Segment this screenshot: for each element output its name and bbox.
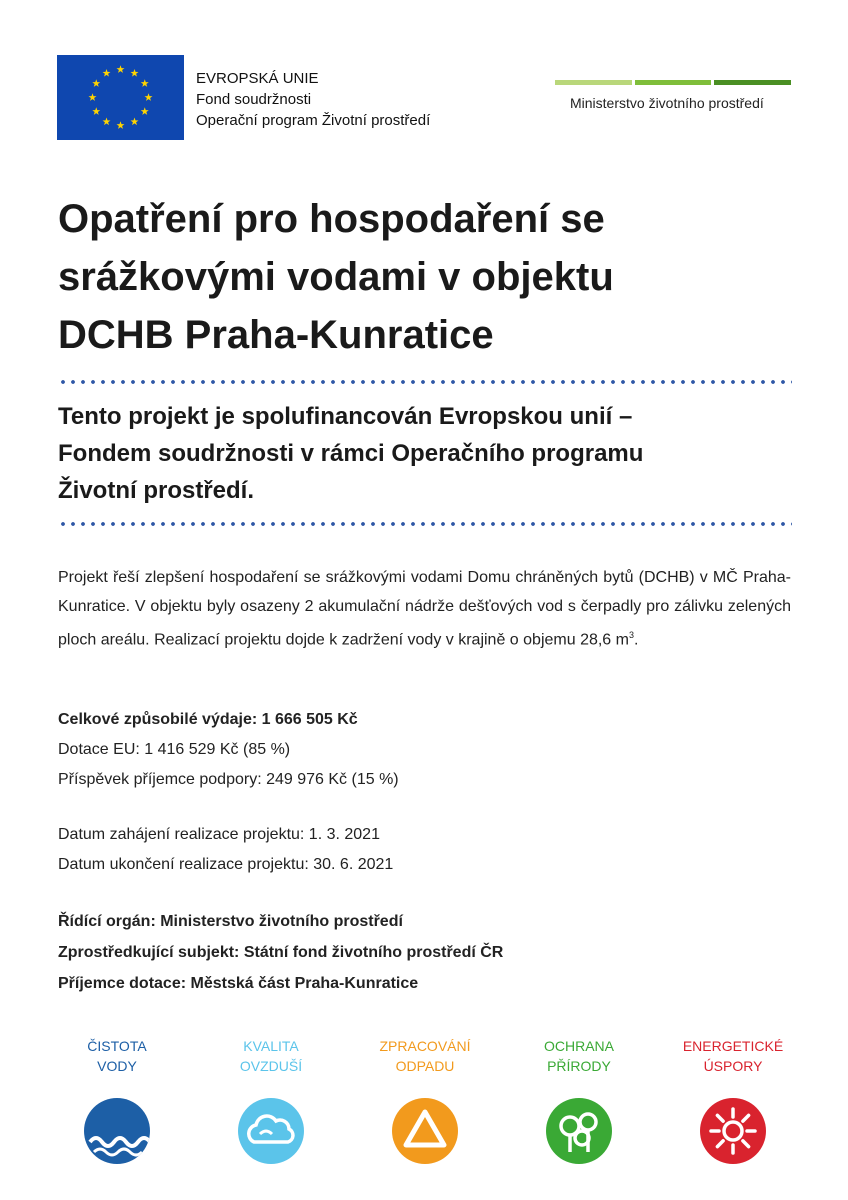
eu-star bbox=[131, 118, 139, 126]
project-description bbox=[58, 563, 791, 654]
cofinancing-statement bbox=[58, 398, 798, 509]
sun-ray bbox=[717, 1141, 723, 1147]
eu-star bbox=[145, 93, 153, 101]
theme-label-line: OVZDUŠÍ bbox=[239, 1058, 303, 1074]
eu-star bbox=[117, 121, 125, 129]
theme-air bbox=[206, 1036, 336, 1164]
eu-subsidy: Dotace EU: 1 416 529 Kč (85 %) bbox=[58, 741, 291, 758]
eu-star bbox=[92, 107, 100, 115]
theme-label-line: VODY bbox=[97, 1058, 137, 1074]
eu-line-3: Operační program Životní prostředí bbox=[196, 112, 431, 129]
end-date: Datum ukončení realizace projektu: 30. 6. 2021 bbox=[58, 856, 394, 873]
theme-label bbox=[360, 1036, 490, 1078]
sun-ray bbox=[743, 1115, 749, 1121]
recycle-icon bbox=[392, 1098, 458, 1164]
subtitle-line: Fondem soudržnosti v rámci Operačního programu bbox=[58, 440, 644, 467]
theme-label-line: PŘÍRODY bbox=[547, 1058, 611, 1074]
ministry-bar bbox=[714, 80, 791, 85]
eu-star bbox=[103, 118, 111, 126]
theme-label-line: ÚSPORY bbox=[703, 1058, 763, 1074]
eu-star bbox=[131, 69, 139, 77]
managing-authority: Řídící orgán: Ministerstvo životního prostředí bbox=[58, 913, 403, 930]
eu-line-2: Fond soudržnosti bbox=[196, 91, 312, 108]
theme-label bbox=[668, 1036, 798, 1078]
dotted-divider bbox=[58, 522, 792, 526]
theme-label bbox=[206, 1036, 336, 1078]
theme-label-line: ODPADU bbox=[395, 1058, 455, 1074]
sun-ray bbox=[743, 1141, 749, 1147]
water-waves-icon bbox=[84, 1098, 150, 1164]
dotted-divider bbox=[58, 380, 792, 384]
intermediate-body: Zprostředkující subjekt: Státní fond životního prostředí ČR bbox=[58, 944, 504, 961]
theme-water bbox=[52, 1036, 182, 1164]
eu-star bbox=[89, 93, 97, 101]
recipient-contribution: Příspěvek příjemce podpory: 249 976 Kč (15 %) bbox=[58, 771, 399, 788]
cloud-icon bbox=[238, 1098, 304, 1164]
title-line: Opatření pro hospodaření se bbox=[58, 197, 605, 241]
theme-label-line: ZPRACOVÁNÍ bbox=[379, 1038, 471, 1054]
theme-nature bbox=[514, 1036, 644, 1164]
eu-line-1: EVROPSKÁ UNIE bbox=[196, 70, 319, 87]
ministry-name: Ministerstvo životního prostředí bbox=[570, 95, 764, 111]
title-line: DCHB Praha-Kunratice bbox=[58, 313, 494, 357]
description-end: . bbox=[634, 631, 639, 649]
sun-ray bbox=[717, 1115, 723, 1121]
theme-label bbox=[514, 1036, 644, 1078]
grant-recipient: Příjemce dotace: Městská část Praha-Kunratice bbox=[58, 975, 419, 992]
ministry-bar bbox=[555, 80, 632, 85]
trees-icon bbox=[546, 1098, 612, 1164]
eu-program-text bbox=[196, 68, 430, 131]
description-text: Projekt řeší zlepšení hospodaření se srážkovými vodami Domu chráněných bytů (DCHB) v MČ Praha-Kunratice. V objektu byly osazeny 2 akumulační nádrže dešťových vod s čerpadly pro zálivku zelených ploch areálu. Realizací projektu dojde k zadržení vody v krajině o objemu 28,6 m bbox=[58, 569, 791, 649]
theme-label-line: OCHRANA bbox=[543, 1038, 614, 1054]
eu-star bbox=[103, 69, 111, 77]
description-superscript: 3 bbox=[628, 630, 634, 640]
ministry-bar bbox=[635, 80, 712, 85]
theme-label-line: KVALITA bbox=[243, 1038, 299, 1054]
theme-waste bbox=[360, 1036, 490, 1164]
subtitle-line: Životní prostředí. bbox=[58, 477, 255, 504]
eu-star bbox=[141, 79, 149, 87]
theme-label-line: ČISTOTA bbox=[87, 1038, 147, 1054]
eu-flag-logo bbox=[57, 55, 184, 140]
ministry-logo-bars bbox=[555, 80, 791, 86]
eu-star bbox=[117, 65, 125, 73]
theme-label-line: ENERGETICKÉ bbox=[682, 1038, 784, 1054]
eu-star bbox=[141, 107, 149, 115]
sun-icon bbox=[700, 1098, 766, 1164]
title-line: srážkovými vodami v objektu bbox=[58, 255, 614, 299]
start-date: Datum zahájení realizace projektu: 1. 3. 2021 bbox=[58, 826, 380, 843]
theme-energy bbox=[668, 1036, 798, 1164]
eu-stars-icon bbox=[57, 55, 184, 140]
eu-star bbox=[92, 79, 100, 87]
theme-label bbox=[52, 1036, 182, 1078]
total-expenses: Celkové způsobilé výdaje: 1 666 505 Kč bbox=[58, 711, 358, 728]
subtitle-line: Tento projekt je spolufinancován Evropskou unií – bbox=[58, 403, 633, 430]
page-title bbox=[58, 190, 798, 364]
